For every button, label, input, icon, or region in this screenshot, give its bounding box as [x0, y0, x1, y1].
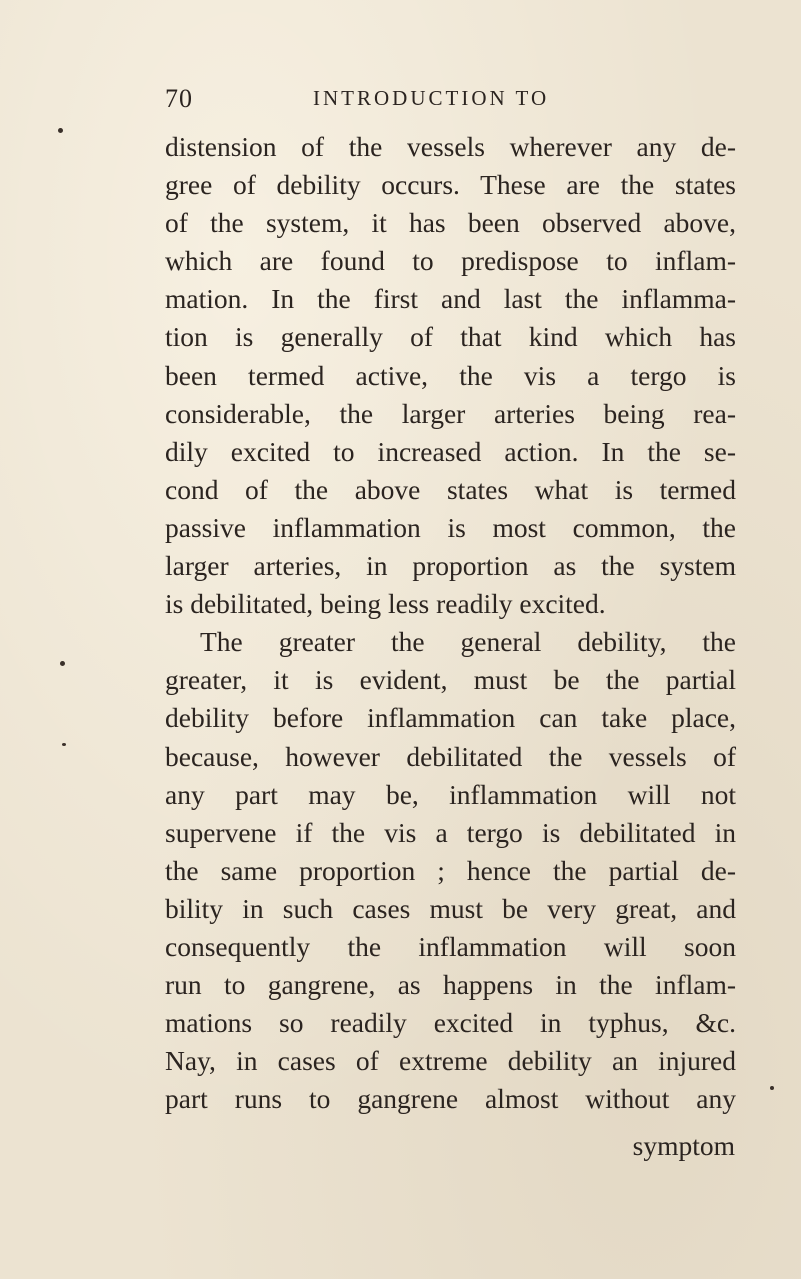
page-number: 70 — [165, 84, 193, 113]
text-line: tion is generally of that kind which has — [165, 321, 736, 353]
text-line: debility before inflammation can take place, — [165, 702, 736, 734]
text-line: bility in such cases must be very great, and — [165, 892, 736, 924]
text-line: considerable, the larger arteries being rea- — [165, 397, 736, 429]
text-line: greater, it is evident, must be the partial — [165, 664, 736, 696]
catchword: symptom — [632, 1130, 735, 1161]
ink-speck — [62, 743, 66, 746]
text-line: Nay, in cases of extreme debility an injured — [165, 1045, 736, 1077]
text-line: been termed active, the vis a tergo is — [165, 359, 736, 391]
text-line: which are found to predispose to inflam- — [165, 245, 736, 277]
text-line: run to gangrene, as happens in the inflam- — [165, 969, 736, 1001]
text-line: mations so readily excited in typhus, &c. — [165, 1007, 736, 1039]
text-line: cond of the above states what is termed — [165, 473, 736, 505]
text-line: is debilitated, being less readily excited. — [165, 588, 606, 620]
text-line: of the system, it has been observed above, — [165, 207, 736, 239]
running-title: INTRODUCTION TO — [313, 86, 550, 110]
text-line: the same proportion ; hence the partial de- — [165, 854, 736, 886]
text-line: larger arteries, in proportion as the system — [165, 550, 736, 582]
text-line: gree of debility occurs. These are the states — [165, 169, 736, 201]
text-line: any part may be, inflammation will not — [165, 778, 736, 810]
text-line: distension of the vessels wherever any de- — [165, 131, 736, 162]
text-line: supervene if the vis a tergo is debilitated in — [165, 816, 736, 848]
text-line: passive inflammation is most common, the — [165, 511, 736, 543]
text-line: because, however debilitated the vessels of — [165, 740, 736, 772]
text-line: consequently the inflammation will soon — [165, 930, 736, 962]
ink-speck — [58, 128, 63, 133]
running-head — [165, 84, 725, 114]
text-line: part runs to gangrene almost without any — [165, 1083, 736, 1115]
text-line: The greater the general debility, the — [200, 626, 736, 658]
ink-speck — [770, 1086, 774, 1090]
body-text — [165, 128, 736, 1118]
text-line: mation. In the first and last the inflamma- — [165, 283, 736, 315]
text-line: dily excited to increased action. In the se- — [165, 435, 736, 467]
ink-speck — [60, 661, 65, 666]
